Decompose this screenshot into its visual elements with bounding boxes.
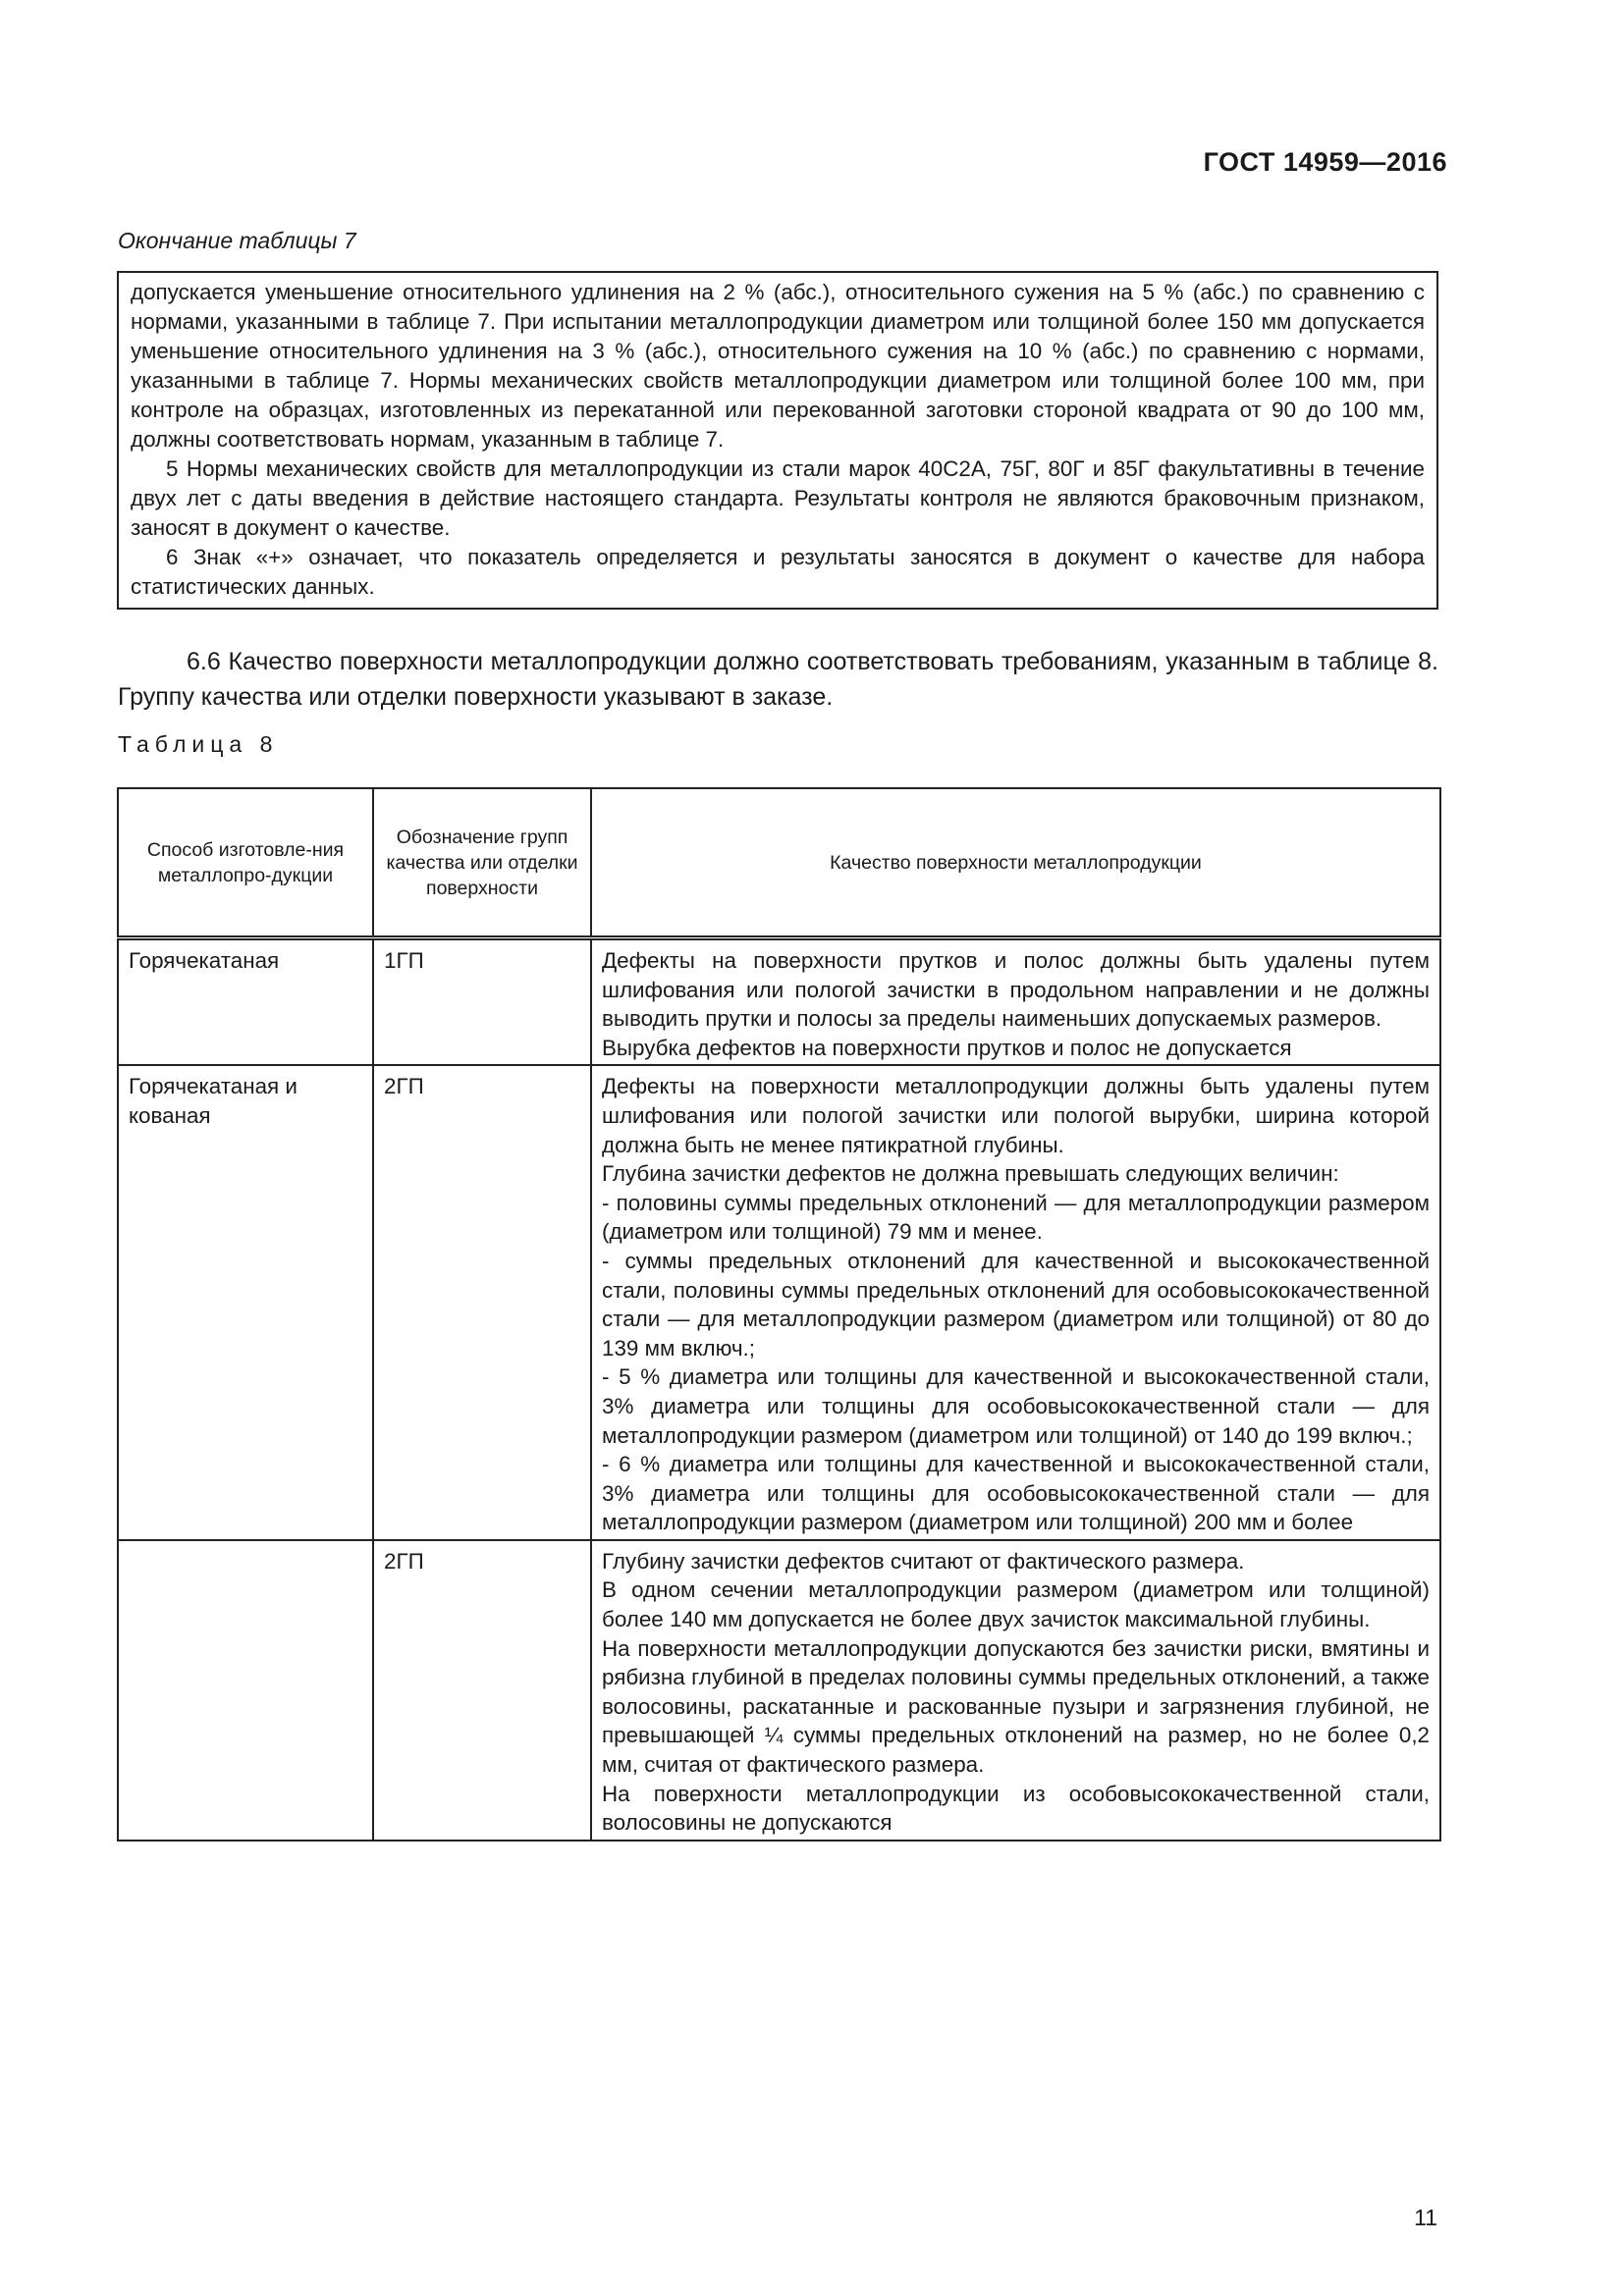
quality-cell [591,1540,1440,1841]
document-id-header: ГОСТ 14959—2016 [1203,147,1447,177]
header-quality: Качество поверхности металлопродукции [591,788,1440,938]
page-number: 11 [1414,2205,1437,2230]
group-cell: 1ГП [373,938,591,1066]
table8 [117,787,1441,1842]
section-6-6 [118,644,1438,715]
table7-continuation-caption: Окончание таблицы 7 [118,228,356,253]
group-cell: 2ГП [373,1065,591,1540]
table7-notes-box [117,271,1438,610]
table-row [118,938,1440,1066]
quality-line: Глубину зачистки дефектов считают от фактического размера. [602,1548,1245,1574]
method-cell [118,1540,373,1841]
quality-line: Глубина зачистки дефектов не должна превышать следующих величин: [602,1161,1339,1187]
table-row [118,1540,1440,1841]
method-cell: Горячекатаная и кованая [118,1065,373,1540]
quality-cell [591,1065,1440,1540]
header-group: Обозначение групп качества или отделки поверхности [373,788,591,938]
quality-line: Дефекты на поверхности металлопродукции должны быть удалены путем шлифования или пологой зачистки или пологой вырубки, ширина которой должна быть не менее пятикратной глубины. [602,1074,1430,1157]
note-5: 5 Нормы механических свойств для металлопродукции из стали марок 40С2А, 75Г, 80Г и 85Г факультативны в течение двух лет с даты введения в действие настоящего стандарта. Результаты контроля не являются браковочным признаком, заносят в документ о качестве. [131,456,1425,540]
quality-line: Дефекты на поверхности прутков и полос должны быть удалены путем шлифования или пологой зачистки в продольном направлении и не должны выводить прутки и полосы за пределы наименьших допускаемых размеров. [602,948,1430,1032]
table-row [118,1065,1440,1540]
header-method: Способ изготовле-ния металлопро-дукции [118,788,373,938]
note-paragraph: допускается уменьшение относительного удлинения на 2 % (абс.), относительного сужения на 5 % (абс.) по сравнению с нормами, указанными в таблице 7. При испытании металлопродукции диаметром или толщиной более 150 мм допускается уменьшение относительного удлинения на 3 % (абс.), относительного сужения на 10 % (абс.) по сравнению с нормами, указанными в таблице 7. Нормы механических свойств металлопродукции диаметром или толщиной более 100 мм, при контроле на образцах, изготовленных из перекатанной или перекованной заготовки стороной квадрата от 90 до 100 мм, должны соответствовать нормам, указанным в таблице 7. [131,280,1425,452]
quality-line: - половины суммы предельных отклонений — для металлопродукции размером (диаметром или толщиной) 79 мм и менее. [602,1190,1430,1245]
group-cell: 2ГП [373,1540,591,1841]
quality-line: На поверхности металлопродукции из особовысококачественной стали, волосовины не допускаются [602,1781,1430,1836]
note-6: 6 Знак «+» означает, что показатель определяется и результаты заносятся в документ о качестве для набора статистических данных. [131,545,1425,599]
table8-caption: Таблица 8 [118,731,279,757]
quality-line: - суммы предельных отклонений для качественной и высококачественной стали, половины суммы предельных отклонений для особовысококачественной стали — для металлопродукции размером (диаметром или толщиной) от 80 до 139 мм включ.; [602,1248,1430,1361]
quality-line: - 6 % диаметра или толщины для качественной и высококачественной стали, 3% диаметра или толщины для особовысококачественной стали — для металлопродукции размером (диаметром или толщиной) 200 мм и более [602,1452,1430,1535]
quality-cell [591,938,1440,1066]
quality-line: - 5 % диаметра или толщины для качественной и высококачественной стали, 3% диаметра или толщины для особовысококачественной стали — для металлопродукции размером (диаметром или толщиной) от 140 до 199 включ.; [602,1364,1430,1448]
quality-line: На поверхности металлопродукции допускаются без зачистки риски, вмятины и рябизна глубиной в пределах половины суммы предельных отклонений, а также волосовины, раскатанные и раскованные пузыри и загрязнения глубиной, не превышающей ¼ суммы предельных отклонений на размер, но не более 0,2 мм, считая от фактического размера. [602,1635,1430,1778]
quality-line: В одном сечении металлопродукции размером (диаметром или толщиной) более 140 мм допускается не более двух зачисток максимальной глубины. [602,1577,1430,1632]
method-cell: Горячекатаная [118,938,373,1066]
quality-line: Вырубка дефектов на поверхности прутков и полос не допускается [602,1035,1292,1060]
table8-header-row [118,788,1440,938]
section-6-6-text: 6.6 Качество поверхности металлопродукции должно соответствовать требованиям, указанным в таблице 8. Группу качества или отделки поверхности указывают в заказе. [118,648,1438,711]
